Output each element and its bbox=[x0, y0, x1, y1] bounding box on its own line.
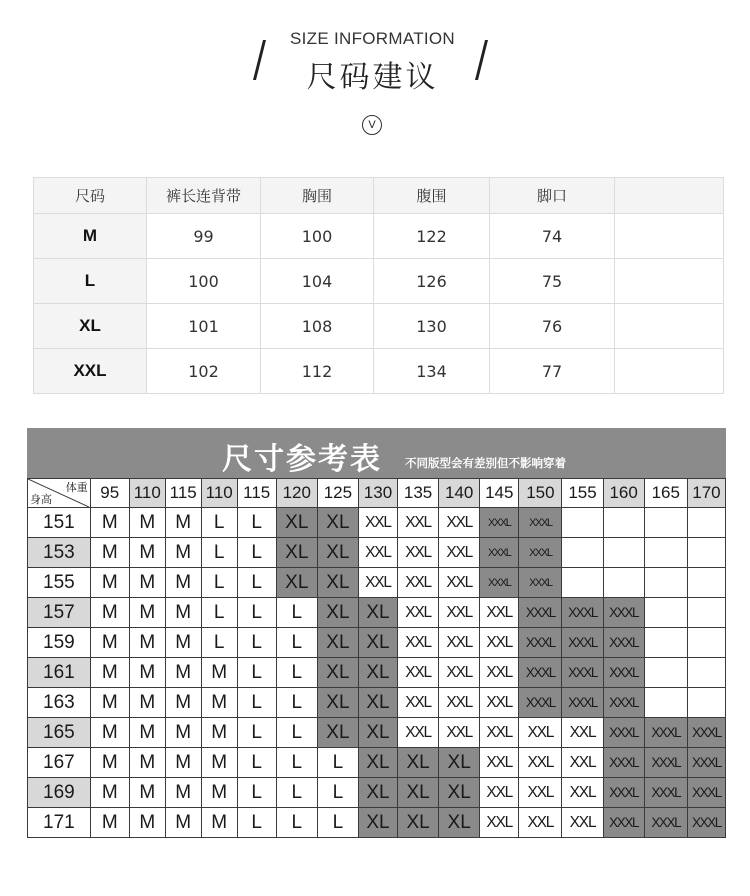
size-grid-cell bbox=[603, 568, 644, 598]
height-label-cell: 153 bbox=[28, 538, 91, 568]
size-grid-cell: M bbox=[129, 718, 165, 748]
size-grid-cell: M bbox=[90, 778, 129, 808]
size-grid-cell: XXL bbox=[358, 538, 397, 568]
size-grid-cell: XL bbox=[317, 718, 358, 748]
spec-value-cell: 101 bbox=[147, 304, 261, 349]
size-grid-cell: L bbox=[276, 628, 317, 658]
size-grid-cell: XXL bbox=[519, 808, 562, 838]
size-grid-cell: XXL bbox=[519, 718, 562, 748]
weight-header-cell: 135 bbox=[398, 479, 439, 508]
size-grid-cell bbox=[644, 658, 687, 688]
size-grid-cell: M bbox=[165, 808, 201, 838]
size-grid-cell: L bbox=[317, 808, 358, 838]
size-grid-cell: L bbox=[201, 628, 237, 658]
size-grid-cell: L bbox=[276, 598, 317, 628]
size-grid-cell: XXXL bbox=[687, 748, 725, 778]
chart-title: 尺寸参考表 bbox=[222, 442, 382, 477]
size-grid-cell: L bbox=[317, 748, 358, 778]
spec-header-cell: 脚口 bbox=[490, 178, 615, 214]
size-grid-cell: XXL bbox=[398, 688, 439, 718]
weight-header-cell: 170 bbox=[687, 479, 725, 508]
weight-header-cell: 145 bbox=[480, 479, 519, 508]
spec-value-cell bbox=[615, 349, 724, 394]
size-grid-cell: L bbox=[237, 628, 276, 658]
size-grid-cell: M bbox=[201, 778, 237, 808]
size-grid-cell: M bbox=[201, 748, 237, 778]
size-grid-cell: XL bbox=[358, 778, 397, 808]
size-grid-cell: M bbox=[129, 628, 165, 658]
size-grid-cell: M bbox=[129, 658, 165, 688]
size-grid-cell: L bbox=[237, 658, 276, 688]
weight-header-cell: 95 bbox=[90, 479, 129, 508]
size-grid-cell: M bbox=[90, 538, 129, 568]
size-grid-cell: M bbox=[129, 538, 165, 568]
size-grid-cell: XXL bbox=[439, 718, 480, 748]
size-grid-cell: L bbox=[276, 658, 317, 688]
weight-axis-label: 体重 bbox=[65, 482, 88, 494]
size-grid-cell bbox=[687, 628, 725, 658]
size-grid-cell: M bbox=[165, 778, 201, 808]
size-grid-cell: XXXL bbox=[480, 568, 519, 598]
size-grid-cell: XXXL bbox=[480, 538, 519, 568]
size-grid-cell: XXXL bbox=[603, 778, 644, 808]
size-grid-cell: XXL bbox=[519, 748, 562, 778]
spec-header-cell: 裤长连背带 bbox=[147, 178, 261, 214]
size-grid-cell: XXXL bbox=[562, 688, 603, 718]
spec-value-cell: 108 bbox=[261, 304, 374, 349]
english-title: SIZE INFORMATION bbox=[289, 29, 456, 48]
spec-value-cell: 77 bbox=[490, 349, 615, 394]
size-grid-cell: M bbox=[90, 658, 129, 688]
size-grid-cell: XXXL bbox=[687, 718, 725, 748]
height-label-cell: 169 bbox=[28, 778, 91, 808]
height-label-cell: 155 bbox=[28, 568, 91, 598]
size-grid-cell: XL bbox=[276, 508, 317, 538]
size-grid-cell: XXL bbox=[358, 568, 397, 598]
size-grid-cell: XXL bbox=[480, 598, 519, 628]
size-grid-cell: XXXL bbox=[603, 598, 644, 628]
size-grid-cell: XXXL bbox=[519, 598, 562, 628]
size-grid-cell: XL bbox=[317, 658, 358, 688]
size-grid-cell: XL bbox=[358, 658, 397, 688]
size-grid-cell: M bbox=[129, 808, 165, 838]
size-grid-cell bbox=[562, 538, 603, 568]
size-grid-cell bbox=[603, 508, 644, 538]
size-grid-cell: XXL bbox=[480, 778, 519, 808]
size-grid-cell: M bbox=[201, 658, 237, 688]
spec-value-cell: 102 bbox=[147, 349, 261, 394]
size-grid-cell: XXXL bbox=[644, 808, 687, 838]
size-grid-cell: L bbox=[201, 598, 237, 628]
size-grid-cell: M bbox=[165, 508, 201, 538]
size-grid-cell: M bbox=[165, 568, 201, 598]
size-grid-cell: XL bbox=[398, 748, 439, 778]
size-grid-cell: XL bbox=[358, 718, 397, 748]
spec-value-cell: 74 bbox=[490, 214, 615, 259]
size-grid-cell: XXXL bbox=[603, 718, 644, 748]
size-grid-cell: XL bbox=[398, 778, 439, 808]
spec-value-cell: 126 bbox=[374, 259, 490, 304]
size-grid-cell bbox=[644, 508, 687, 538]
size-grid bbox=[27, 478, 726, 838]
weight-header-cell: 120 bbox=[276, 479, 317, 508]
size-grid-cell: M bbox=[201, 808, 237, 838]
size-grid-cell: L bbox=[276, 778, 317, 808]
size-grid-cell: XXXL bbox=[603, 808, 644, 838]
size-grid-cell: XXL bbox=[562, 808, 603, 838]
size-grid-cell: L bbox=[237, 748, 276, 778]
size-grid-cell: XXL bbox=[398, 538, 439, 568]
chart-banner bbox=[27, 428, 726, 478]
spec-row bbox=[34, 304, 724, 349]
spec-header-cell: 胸围 bbox=[261, 178, 374, 214]
size-grid-cell: L bbox=[201, 508, 237, 538]
weight-header-cell: 160 bbox=[603, 479, 644, 508]
size-grid-cell: XXL bbox=[480, 718, 519, 748]
height-label-cell: 161 bbox=[28, 658, 91, 688]
size-grid-cell: XXL bbox=[398, 568, 439, 598]
size-grid-cell: XXL bbox=[480, 658, 519, 688]
size-grid-cell: M bbox=[201, 688, 237, 718]
size-grid-cell: XL bbox=[276, 568, 317, 598]
size-grid-cell: M bbox=[90, 808, 129, 838]
weight-header-cell: 165 bbox=[644, 479, 687, 508]
size-grid-cell: XL bbox=[398, 808, 439, 838]
size-grid-cell: XXL bbox=[480, 628, 519, 658]
size-grid-cell: M bbox=[129, 568, 165, 598]
spec-value-cell: 112 bbox=[261, 349, 374, 394]
weight-header-row bbox=[28, 479, 726, 508]
size-grid-cell: XXL bbox=[439, 538, 480, 568]
height-axis-label: 身高 bbox=[30, 494, 52, 506]
spec-value-cell: 134 bbox=[374, 349, 490, 394]
spec-value-cell: 75 bbox=[490, 259, 615, 304]
size-grid-cell: XXL bbox=[562, 748, 603, 778]
spec-header-cell: 尺码 bbox=[34, 178, 147, 214]
size-grid-cell: XXXL bbox=[644, 778, 687, 808]
size-grid-cell: M bbox=[165, 538, 201, 568]
spec-row bbox=[34, 214, 724, 259]
size-grid-cell bbox=[603, 538, 644, 568]
size-grid-cell: M bbox=[90, 598, 129, 628]
size-grid-row bbox=[28, 688, 726, 718]
size-grid-cell: M bbox=[90, 688, 129, 718]
size-grid-cell: XXXL bbox=[562, 658, 603, 688]
size-grid-cell: XXL bbox=[398, 628, 439, 658]
spec-value-cell: 104 bbox=[261, 259, 374, 304]
size-grid-cell: XL bbox=[317, 508, 358, 538]
size-grid-cell: M bbox=[129, 598, 165, 628]
size-grid-cell: L bbox=[276, 808, 317, 838]
size-grid-cell: M bbox=[90, 748, 129, 778]
spec-value-cell bbox=[615, 214, 724, 259]
size-grid-cell: XL bbox=[276, 538, 317, 568]
spec-value-cell: 122 bbox=[374, 214, 490, 259]
size-grid-cell: XXL bbox=[439, 508, 480, 538]
size-grid-cell: XXXL bbox=[603, 688, 644, 718]
weight-header-cell: 130 bbox=[358, 479, 397, 508]
size-grid-cell bbox=[562, 568, 603, 598]
size-grid-cell: XL bbox=[317, 688, 358, 718]
size-grid-cell: L bbox=[201, 568, 237, 598]
size-grid-cell: L bbox=[237, 508, 276, 538]
size-grid-cell bbox=[687, 568, 725, 598]
size-grid-cell: XL bbox=[358, 598, 397, 628]
size-grid-row bbox=[28, 718, 726, 748]
size-grid-row bbox=[28, 778, 726, 808]
spec-row bbox=[34, 349, 724, 394]
height-label-cell: 165 bbox=[28, 718, 91, 748]
corner-cell bbox=[28, 479, 91, 508]
size-grid-cell: L bbox=[237, 688, 276, 718]
size-grid-cell: XXXL bbox=[562, 628, 603, 658]
spec-value-cell: 130 bbox=[374, 304, 490, 349]
size-grid-cell: L bbox=[276, 688, 317, 718]
size-grid-row bbox=[28, 598, 726, 628]
size-grid-row bbox=[28, 538, 726, 568]
height-label-cell: 151 bbox=[28, 508, 91, 538]
size-grid-cell: M bbox=[165, 718, 201, 748]
size-grid-row bbox=[28, 658, 726, 688]
size-grid-row bbox=[28, 628, 726, 658]
size-grid-cell: XL bbox=[317, 538, 358, 568]
size-grid-cell: XXXL bbox=[519, 688, 562, 718]
spec-header-row bbox=[34, 178, 724, 214]
size-grid-cell: XL bbox=[358, 688, 397, 718]
size-grid-cell: M bbox=[165, 748, 201, 778]
size-grid-cell: XL bbox=[317, 568, 358, 598]
size-grid-cell: XXL bbox=[398, 508, 439, 538]
size-grid-cell: M bbox=[90, 718, 129, 748]
size-spec-table bbox=[33, 177, 724, 394]
weight-header-cell: 125 bbox=[317, 479, 358, 508]
size-grid-cell: XXXL bbox=[519, 538, 562, 568]
size-grid-cell: XXXL bbox=[644, 748, 687, 778]
size-grid-cell: XXL bbox=[562, 718, 603, 748]
size-grid-cell: L bbox=[201, 538, 237, 568]
size-grid-cell: XXL bbox=[398, 598, 439, 628]
size-grid-cell: M bbox=[90, 628, 129, 658]
size-grid-cell: XXL bbox=[480, 748, 519, 778]
size-grid-row bbox=[28, 808, 726, 838]
size-grid-cell: L bbox=[276, 718, 317, 748]
size-grid-cell: XXXL bbox=[480, 508, 519, 538]
size-grid-cell: L bbox=[237, 778, 276, 808]
size-grid-cell: XXL bbox=[398, 658, 439, 688]
spec-row bbox=[34, 259, 724, 304]
size-grid-cell bbox=[644, 568, 687, 598]
spec-size-cell: M bbox=[34, 214, 147, 259]
chinese-title: 尺码建议 bbox=[306, 60, 439, 95]
weight-header-cell: 110 bbox=[129, 479, 165, 508]
size-grid-row bbox=[28, 568, 726, 598]
size-grid-cell: XL bbox=[317, 628, 358, 658]
size-grid-cell: XXXL bbox=[519, 658, 562, 688]
weight-header-cell: 155 bbox=[562, 479, 603, 508]
height-label-cell: 157 bbox=[28, 598, 91, 628]
height-label-cell: 159 bbox=[28, 628, 91, 658]
size-grid-cell: XXL bbox=[519, 778, 562, 808]
size-grid-cell: L bbox=[237, 568, 276, 598]
size-grid-cell: XXL bbox=[439, 688, 480, 718]
spec-value-cell bbox=[615, 304, 724, 349]
weight-header-cell: 140 bbox=[439, 479, 480, 508]
size-grid-cell: M bbox=[129, 508, 165, 538]
size-grid-cell bbox=[687, 598, 725, 628]
spec-size-cell: L bbox=[34, 259, 147, 304]
size-grid-cell: XXXL bbox=[519, 628, 562, 658]
size-grid-cell: L bbox=[237, 808, 276, 838]
size-grid-cell bbox=[562, 508, 603, 538]
size-grid-cell: XXXL bbox=[644, 718, 687, 748]
size-grid-cell bbox=[644, 628, 687, 658]
size-grid-cell: M bbox=[129, 688, 165, 718]
size-grid-cell: L bbox=[237, 598, 276, 628]
size-grid-cell: XXXL bbox=[562, 598, 603, 628]
size-grid-cell: XXL bbox=[439, 598, 480, 628]
weight-header-cell: 110 bbox=[201, 479, 237, 508]
size-grid-cell: XXXL bbox=[603, 658, 644, 688]
size-grid-cell: XL bbox=[358, 748, 397, 778]
size-grid-row bbox=[28, 508, 726, 538]
weight-header-cell: 115 bbox=[237, 479, 276, 508]
size-grid-cell: XXL bbox=[439, 568, 480, 598]
size-grid-cell: XXXL bbox=[687, 808, 725, 838]
spec-value-cell: 100 bbox=[261, 214, 374, 259]
size-grid-cell bbox=[644, 598, 687, 628]
size-grid-cell: M bbox=[165, 658, 201, 688]
size-grid-cell: M bbox=[90, 568, 129, 598]
size-grid-cell: M bbox=[201, 718, 237, 748]
size-grid-cell: XXL bbox=[480, 808, 519, 838]
size-grid-cell: XL bbox=[439, 808, 480, 838]
size-grid-cell: XXXL bbox=[519, 568, 562, 598]
size-grid-cell bbox=[687, 688, 725, 718]
size-grid-cell: XXL bbox=[480, 688, 519, 718]
size-grid-cell: M bbox=[165, 688, 201, 718]
size-grid-cell bbox=[687, 538, 725, 568]
size-grid-cell: XXL bbox=[562, 778, 603, 808]
height-label-cell: 167 bbox=[28, 748, 91, 778]
size-grid-cell bbox=[644, 538, 687, 568]
spec-value-cell: 76 bbox=[490, 304, 615, 349]
size-grid-cell: M bbox=[165, 628, 201, 658]
spec-value-cell bbox=[615, 259, 724, 304]
weight-header-cell: 150 bbox=[519, 479, 562, 508]
size-grid-cell: M bbox=[165, 598, 201, 628]
size-grid-cell: XXXL bbox=[687, 778, 725, 808]
size-grid-cell: XXXL bbox=[603, 628, 644, 658]
size-grid-cell: L bbox=[237, 538, 276, 568]
size-reference-chart bbox=[27, 428, 726, 838]
spec-size-cell: XL bbox=[34, 304, 147, 349]
size-grid-cell: XXXL bbox=[603, 748, 644, 778]
spec-header-cell bbox=[615, 178, 724, 214]
weight-header-cell: 115 bbox=[165, 479, 201, 508]
height-label-cell: 171 bbox=[28, 808, 91, 838]
size-grid-cell: L bbox=[317, 778, 358, 808]
v-circle-icon: V bbox=[362, 115, 382, 135]
chart-note: 不同版型会有差别但不影响穿着 bbox=[405, 456, 566, 470]
size-grid-cell bbox=[687, 658, 725, 688]
spec-header-cell: 腹围 bbox=[374, 178, 490, 214]
size-grid-cell: XXL bbox=[398, 718, 439, 748]
size-grid-cell: M bbox=[90, 508, 129, 538]
size-grid-cell: XL bbox=[358, 628, 397, 658]
size-grid-cell: M bbox=[129, 748, 165, 778]
size-grid-cell: L bbox=[276, 748, 317, 778]
size-grid-cell: XL bbox=[439, 778, 480, 808]
size-grid-cell: L bbox=[237, 718, 276, 748]
size-grid-row bbox=[28, 748, 726, 778]
size-grid-cell: XXL bbox=[439, 628, 480, 658]
size-grid-cell: XXXL bbox=[519, 508, 562, 538]
height-label-cell: 163 bbox=[28, 688, 91, 718]
size-grid-cell: XL bbox=[317, 598, 358, 628]
spec-value-cell: 99 bbox=[147, 214, 261, 259]
size-grid-cell bbox=[687, 508, 725, 538]
spec-value-cell: 100 bbox=[147, 259, 261, 304]
size-grid-cell: XXL bbox=[439, 658, 480, 688]
spec-size-cell: XXL bbox=[34, 349, 147, 394]
size-grid-cell: XL bbox=[358, 808, 397, 838]
size-grid-cell: XL bbox=[439, 748, 480, 778]
size-grid-cell bbox=[644, 688, 687, 718]
size-grid-cell: M bbox=[129, 778, 165, 808]
size-grid-cell: XXL bbox=[358, 508, 397, 538]
page-header bbox=[0, 0, 750, 150]
